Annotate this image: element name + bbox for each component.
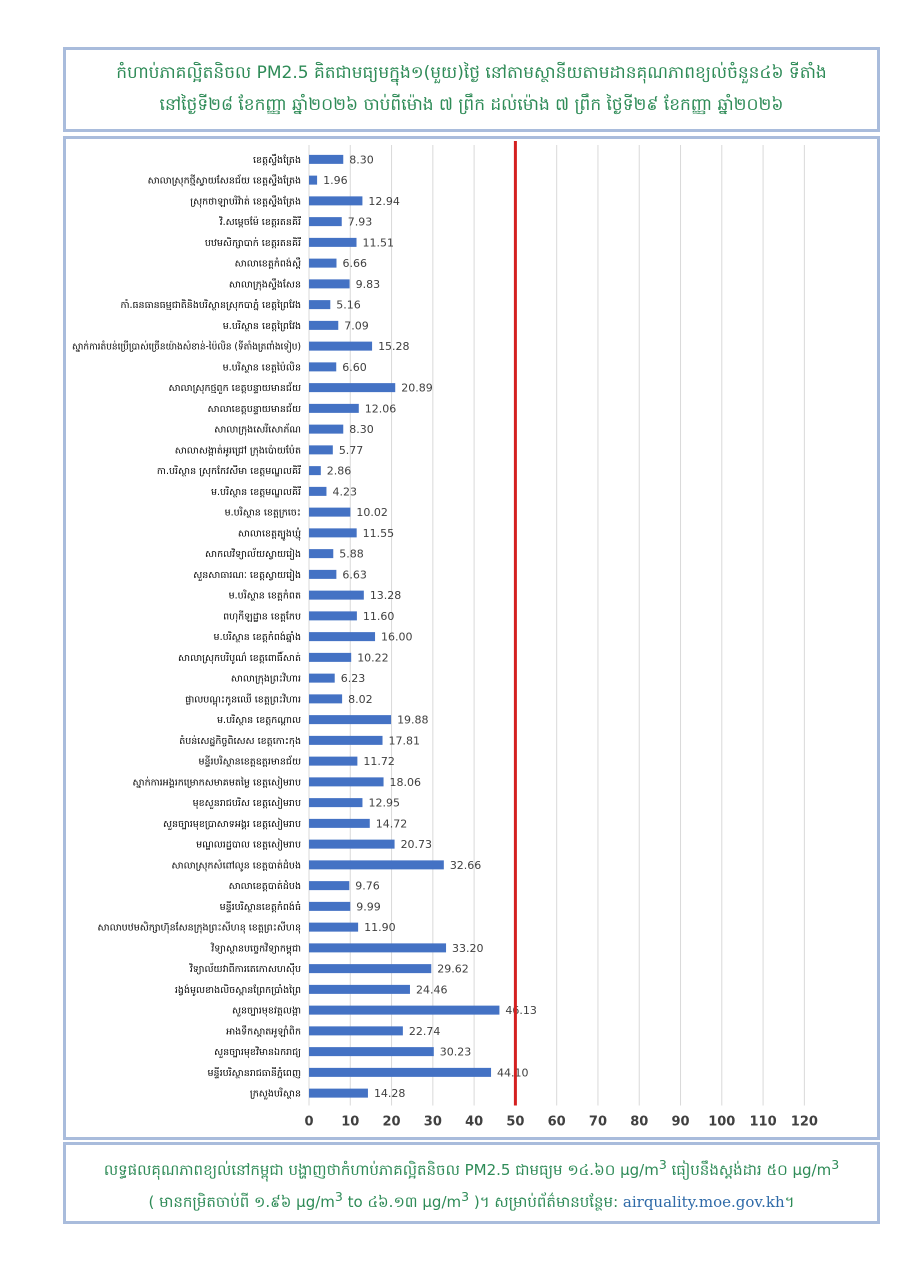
bar-value-label: 11.90 <box>364 921 396 935</box>
category-label: មន្ទីរបរិស្ថានខេត្តកំពង់ធំ <box>219 901 301 913</box>
category-label: សាលាខេត្តបាត់ដំបង <box>228 881 301 893</box>
category-label: មណ្ឌលរដ្ឋបាល ខេត្តសៀមរាប <box>196 839 301 851</box>
bar <box>309 943 446 952</box>
category-label: វិ.សម្ដេចម៉ែ ខេត្តរតនគិរី <box>219 217 301 229</box>
bar-value-label: 7.93 <box>347 215 373 229</box>
footer-line-2 <box>66 1189 877 1215</box>
bar-value-label: 6.63 <box>342 568 367 582</box>
bar-value-label: 5.77 <box>338 443 364 457</box>
bar-value-label: 8.02 <box>348 692 373 706</box>
bar <box>309 362 336 371</box>
bar <box>309 674 335 683</box>
category-label: មុខសួនរាជបរិស ខេត្តសៀមរាប <box>192 798 301 810</box>
bar-value-label: 12.95 <box>368 796 400 810</box>
bar-value-label: 8.30 <box>349 423 374 437</box>
chart-box <box>63 136 880 1140</box>
category-label: ម.បរិស្ថាន ខេត្តមណ្ឌលគិរី <box>211 486 301 498</box>
footer-text-mean: លទ្ធផលគុណភាពខ្យល់នៅកម្ពុជា បង្ហាញថាកំហាប់ភាគល្អិតនិចល PM2.5 ជាមធ្យម ១៤.៦០ μg/m <box>103 1161 659 1179</box>
bar <box>309 777 384 786</box>
footer-sup: 3 <box>831 1157 840 1172</box>
category-label: សាលាក្រុងស្ទឹងសែន <box>228 279 301 291</box>
category-label: សាលាបឋមសិក្សាហ៊ុនសែនក្រុងព្រះសីហនុ ខេត្តព្រះសីហនុ <box>97 922 301 934</box>
category-labels <box>72 153 315 1101</box>
bar-value-label: 20.89 <box>401 381 433 395</box>
category-label: ម.បរិស្ថាន ខេត្តកំពត <box>228 590 301 602</box>
footer-line-1 <box>66 1157 877 1183</box>
category-label: វិទ្យាស្ថានបច្ចេកវិទ្យាកម្ពុជា <box>211 943 301 955</box>
bar-value-label: 4.23 <box>332 485 357 499</box>
bar <box>309 238 357 247</box>
bar <box>309 196 362 205</box>
category-label: សាលាសង្កាត់អូរជ្រៅ ក្រុងប៉ោយប៉ែត <box>174 445 301 457</box>
bar-value-label: 8.30 <box>349 153 374 167</box>
bar <box>309 466 321 475</box>
bar-value-label: 5.16 <box>336 298 361 312</box>
category-label: សាលាស្រុកបរិបូណ៌ ខេត្តពោធិ៍សាត់ <box>178 652 301 664</box>
x-tick-label: 90 <box>671 1114 690 1130</box>
category-label: កាំ.ធនធានធម្មជាតិនិងបរិស្ថានស្រុកបាភ្នំ ខេត្តព្រៃវែង <box>120 300 301 312</box>
footer-text-end: ។ <box>784 1193 795 1211</box>
category-label: សួនសាធារណៈ ខេត្តស្វាយរៀង <box>193 569 301 581</box>
bar <box>309 1047 434 1056</box>
category-label: មន្ទីរបរិស្ថានខេត្តឧត្តរមានជ័យ <box>198 756 301 768</box>
bar-value-label: 19.88 <box>397 713 429 727</box>
bar <box>309 860 444 869</box>
bar <box>309 715 391 724</box>
bar <box>309 591 364 600</box>
footer-text-more-info: )។ សម្រាប់ព័ត៌មានបន្ថែម: <box>469 1193 623 1211</box>
category-label: បឋមសិក្សាបាក់ ខេត្តរតនគិរី <box>204 237 301 249</box>
chart-title-line-2: នៅថ្ងៃទី២៨ ខែកញ្ញា ឆ្នាំ២០២៦ ចាប់ពីម៉ោង ៧ ព្រឹក ដល់ម៉ោង ៧ ព្រឹក ថ្ងៃទី២៩ ខែកញ្ញា ឆ្នាំ២០២៦ <box>159 95 784 115</box>
footer-text-range-end: to ៤៦.១៣ μg/m <box>342 1193 462 1211</box>
bar-value-label: 7.09 <box>344 319 369 333</box>
bar-value-label: 9.99 <box>356 900 381 914</box>
bar-value-label: 2.86 <box>326 464 352 478</box>
category-label: ក្រសួងបរិស្ថាន <box>249 1088 301 1100</box>
category-label: ម.បរិស្ថាន ខេត្តកំពង់ឆ្នាំង <box>213 632 301 644</box>
bar-value-label: 17.81 <box>388 734 421 748</box>
category-label: ស្រុកថាឡាបរិវ៉ាត់ ខេត្តស្ទឹងត្រែង <box>190 196 301 208</box>
bar <box>309 259 336 268</box>
footer-box <box>63 1142 880 1224</box>
bar <box>309 342 372 351</box>
footer-sup: 3 <box>461 1189 470 1204</box>
category-label: សួនច្បារមុខប្រាសាទអង្គរ ខេត្តសៀមរាប <box>162 818 301 830</box>
category-label: តំបន់សេដ្ឋកិច្ចពិសេស ខេត្តកោះកុង <box>179 735 301 747</box>
bar <box>309 881 349 890</box>
category-label: រង្វង់មូលខាងលិចស្ពានព្រែកប្រាំងព្រៃ <box>174 984 301 996</box>
bar-value-label: 11.51 <box>362 236 395 250</box>
bar <box>309 902 350 911</box>
bar <box>309 155 343 164</box>
category-label: ស្នាក់ការតំបន់ប្រើប្រាស់ច្រើនយ៉ាងសំខាន់-ប៉ៃលិន (ទីតាំងត្រពាំងទៀប) <box>72 341 315 353</box>
bar <box>309 425 343 434</box>
bar <box>309 217 342 226</box>
x-tick-label: 50 <box>506 1114 525 1130</box>
bar-value-label: 46.13 <box>505 1004 537 1018</box>
bars <box>309 155 499 1101</box>
category-label: មន្ទីរបរិស្ថានរាជធានីភ្នំពេញ <box>207 1067 301 1079</box>
category-label: សាលាក្រុងសេរីសោភ័ណ <box>214 424 301 436</box>
x-axis-ticks <box>304 1115 817 1130</box>
bar-value-label: 9.83 <box>355 277 381 291</box>
x-tick-label: 40 <box>465 1114 484 1130</box>
bar <box>309 964 431 973</box>
category-label: សួនច្បារមុខវត្តលង្កា <box>231 1005 301 1017</box>
category-label: អាងទឹកស្ដាតអូឡាំពិក <box>226 1026 301 1038</box>
category-label: សាលាក្រុងព្រះវិហារ <box>230 673 301 685</box>
x-tick-label: 20 <box>382 1114 401 1130</box>
x-tick-label: 10 <box>341 1114 360 1130</box>
bar-value-label: 10.22 <box>357 651 389 665</box>
category-label: ម.បរិស្ថាន ខេត្តកណ្ដាល <box>217 715 301 727</box>
bar <box>309 321 338 330</box>
bar <box>309 611 357 620</box>
bar <box>309 1006 499 1015</box>
bar-chart <box>66 139 877 1137</box>
bar-value-label: 12.06 <box>364 402 397 416</box>
bar-value-label: 6.60 <box>342 360 367 374</box>
bar <box>309 300 330 309</box>
footer-sup: 3 <box>658 1157 667 1172</box>
bar-value-label: 20.73 <box>400 838 433 852</box>
bar-value-label: 22.74 <box>408 1024 441 1038</box>
bar-value-label: 11.72 <box>363 755 395 769</box>
category-label: វិទ្យាល័យវាពីការតេកោសហស៊ីប <box>189 964 301 976</box>
category-label: សាលាស្រុកសំពៅលូន ខេត្តបាត់ដំបង <box>171 860 301 872</box>
footer-sup: 3 <box>334 1189 343 1204</box>
x-tick-label: 120 <box>790 1114 818 1130</box>
category-label: សាលាខេត្តបន្ទាយមានជ័យ <box>207 403 301 415</box>
bar-value-label: 11.60 <box>362 609 395 623</box>
title-box <box>63 47 880 132</box>
bar-value-label: 13.28 <box>369 589 402 603</box>
bar <box>309 445 333 454</box>
bar-value-label: 18.06 <box>389 775 422 789</box>
footer-text-standard: ធៀបនឹងស្ដង់ដារ ៥០ μg/m <box>666 1161 832 1179</box>
bar-value-label: 15.28 <box>378 340 410 354</box>
category-label: ខេត្តស្ទឹងត្រែង <box>252 154 301 166</box>
category-label: ម.បរិស្ថាន ខេត្តប៉ៃលិន <box>222 362 301 374</box>
x-tick-label: 100 <box>708 1114 736 1130</box>
bar <box>309 508 350 517</box>
footer-text-range-start: ( មានកម្រិតចាប់ពី ១.៩៦ μg/m <box>148 1193 335 1211</box>
bar-value-label: 9.76 <box>355 879 380 893</box>
bar-value-label: 16.00 <box>381 630 413 644</box>
bar-value-label: 30.23 <box>439 1045 472 1059</box>
bar-value-label: 11.55 <box>362 526 395 540</box>
bar <box>309 279 350 288</box>
category-label: សាលាខេត្តកំពង់ស្ពឺ <box>234 258 301 270</box>
bar-value-label: 24.46 <box>415 983 448 997</box>
bar <box>309 694 342 703</box>
bar-value-label: 32.66 <box>449 858 482 872</box>
bar-value-label: 6.23 <box>340 672 366 686</box>
bar <box>309 1026 403 1035</box>
bar <box>309 985 410 994</box>
bar-value-label: 44.10 <box>497 1066 529 1080</box>
bar <box>309 632 375 641</box>
bar-value-label: 29.62 <box>437 962 469 976</box>
category-label: សាលាខេត្តត្បូងឃ្មុំ <box>237 528 301 540</box>
category-label: សាកលវិទ្យាល័យស្វាយរៀង <box>205 549 301 561</box>
x-tick-label: 70 <box>588 1114 608 1130</box>
bar-value-label: 6.66 <box>342 257 367 271</box>
x-tick-label: 80 <box>630 1114 649 1130</box>
footer-website-link[interactable]: airquality.moe.gov.kh <box>622 1193 785 1211</box>
bar <box>309 570 336 579</box>
gridlines <box>309 145 804 1106</box>
bar <box>309 653 351 662</box>
x-tick-label: 60 <box>547 1114 566 1130</box>
category-label: ស្នាក់ការអង្គរកម្រោកសមាគមតម្លៃ ខេត្តសៀមរាប <box>132 777 301 789</box>
bar <box>309 840 395 849</box>
category-label: ពហុកីឡដ្ឋាន ខេត្តកែប <box>223 611 301 623</box>
bar <box>309 819 370 828</box>
bar <box>309 404 359 413</box>
bar <box>309 549 333 558</box>
bar-value-label: 14.28 <box>373 1087 406 1101</box>
bar-value-label: 5.88 <box>339 547 364 561</box>
bar <box>309 487 326 496</box>
bar <box>309 176 317 185</box>
bar-value-label: 14.72 <box>375 817 408 831</box>
x-tick-label: 110 <box>749 1114 777 1130</box>
bar <box>309 528 357 537</box>
bar <box>309 1089 368 1098</box>
bar <box>309 923 358 932</box>
category-label: សាលាស្រុកថ្មីស្វាយសែនជ័យ ខេត្តស្ទឹងត្រែង <box>147 175 301 187</box>
bar-value-label: 10.02 <box>356 506 388 520</box>
bar-value-label: 33.20 <box>452 941 484 955</box>
bar <box>309 757 357 766</box>
category-label: សាលាស្រុកថ្មពួក ខេត្តបន្ទាយមានជ័យ <box>168 383 301 395</box>
chart-title-line-1: កំហាប់ភាគល្អិតនិចល PM2.5 គិតជាមធ្យមក្នុង១(មួយ)ថ្ងៃ នៅតាមស្ថានីយតាមដានគុណភាពខ្យល់ចំនួន៤៦ ទីតាំង <box>116 63 827 83</box>
bar-value-label: 1.96 <box>323 174 348 188</box>
category-label: ម.បរិស្ថាន ខេត្តក្រចេះ <box>224 507 301 519</box>
bar-value-label: 12.94 <box>368 194 400 208</box>
category-label: ម.បរិស្ថាន ខេត្តព្រៃវែង <box>222 320 301 332</box>
category-label: ផ្លាលបណ្ដុះកូនឈើ ខេត្តព្រះវិហារ <box>185 694 301 706</box>
x-tick-label: 0 <box>304 1114 314 1130</box>
bar <box>309 736 383 745</box>
x-tick-label: 30 <box>423 1114 442 1130</box>
value-labels <box>323 153 537 1100</box>
bar <box>309 798 362 807</box>
category-label: សួនច្បារមុខវិមានឯករាជ្យ <box>214 1047 301 1059</box>
category-label: កា.បរិស្ថាន ស្រុកកែវសីមា ខេត្តមណ្ឌលគិរី <box>156 466 301 478</box>
bar <box>309 1068 491 1077</box>
bar <box>309 383 395 392</box>
